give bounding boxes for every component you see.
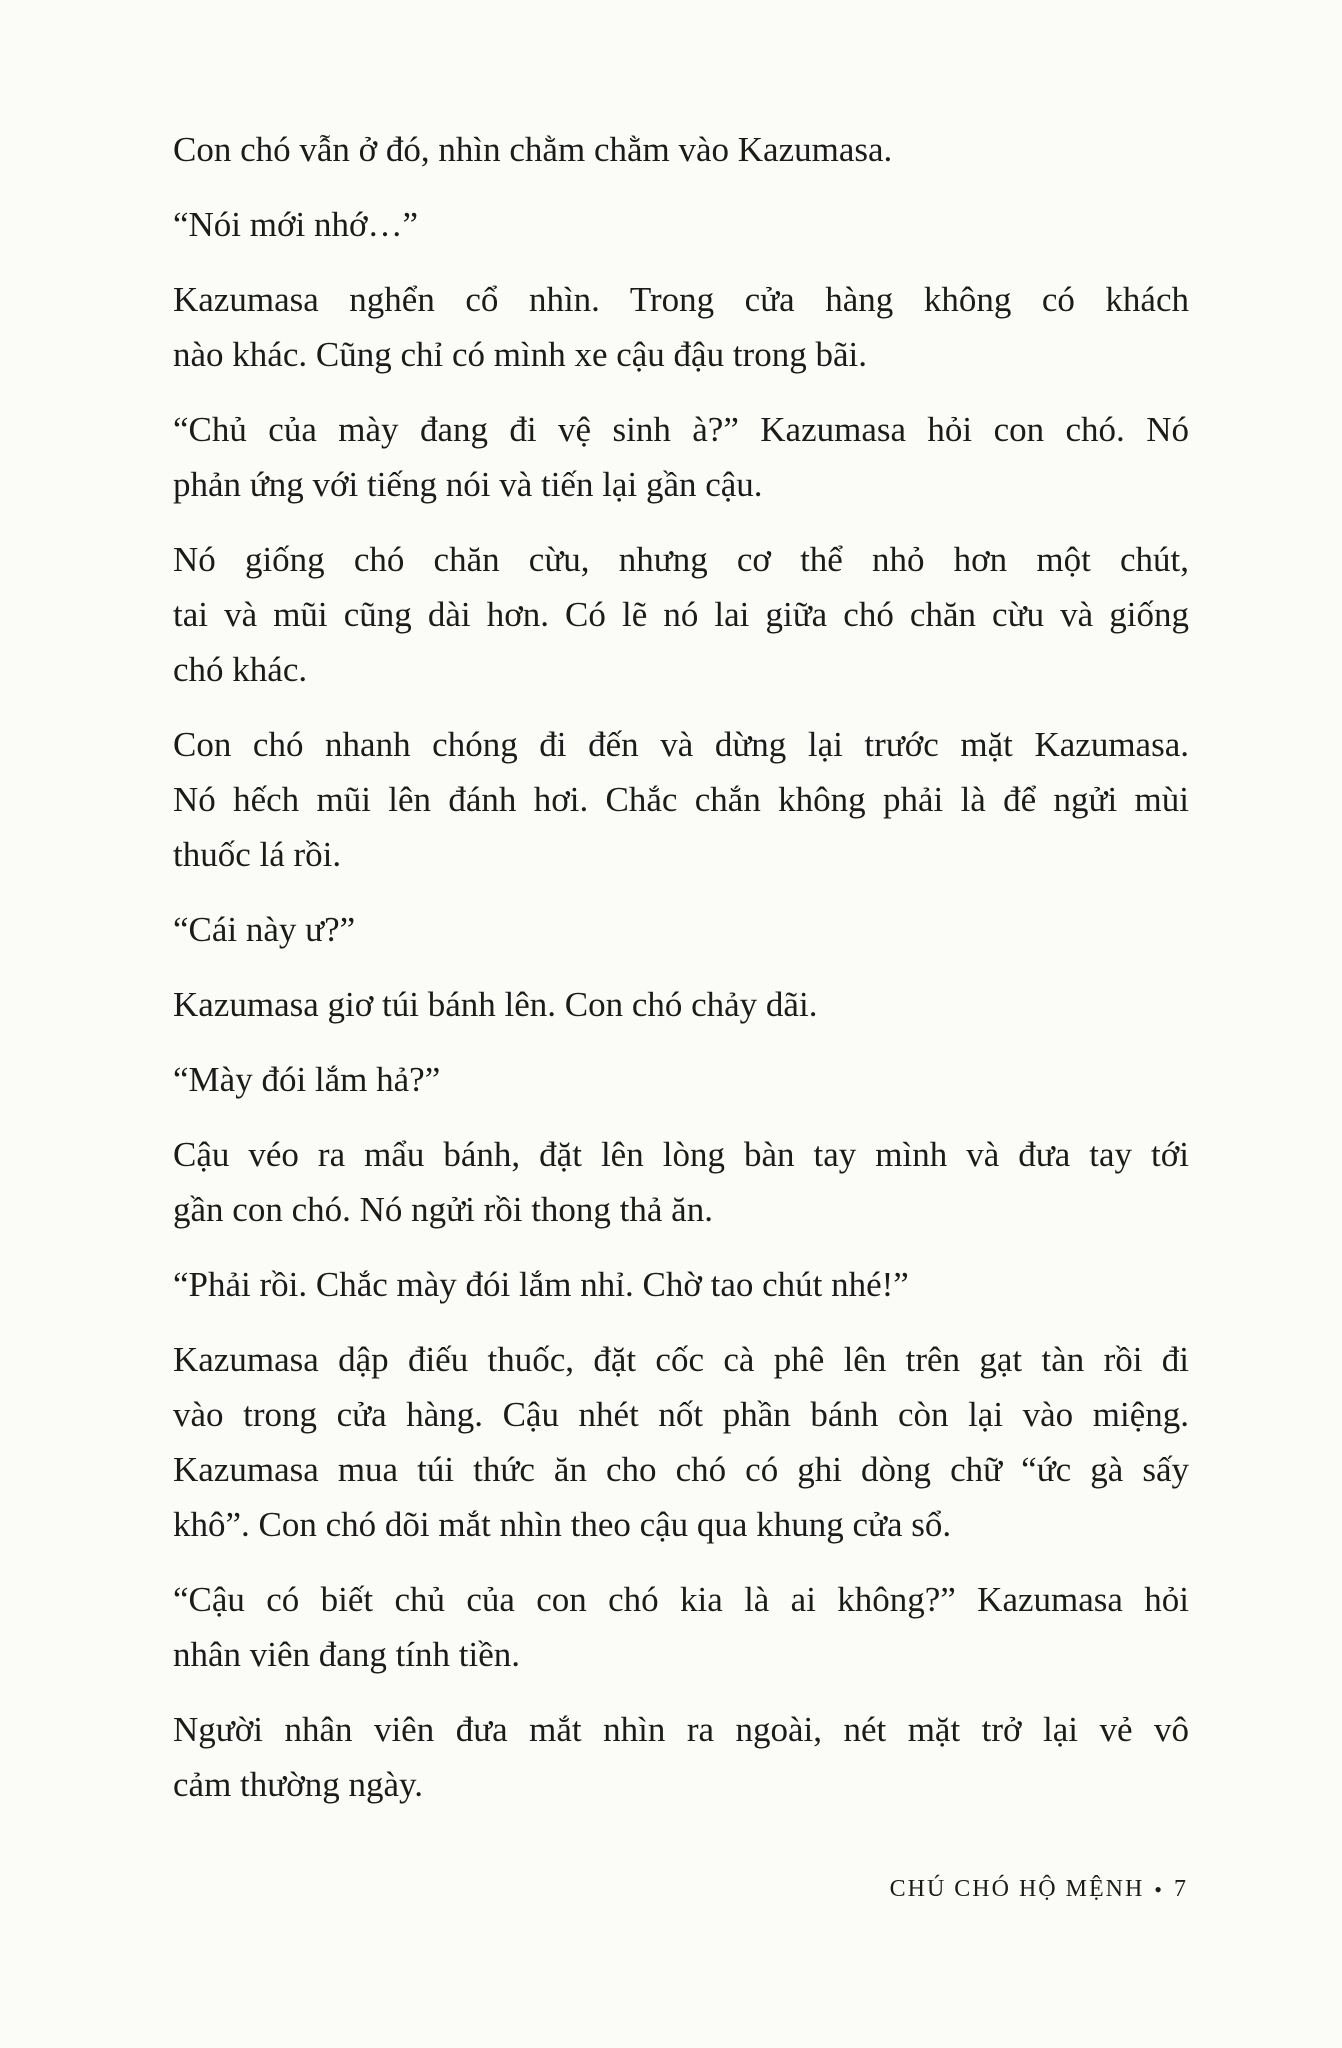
text-line: Kazumasa nghển cổ nhìn. Trong cửa hàng không có khách <box>173 280 1189 319</box>
text-line: gần con chó. Nó ngửi rồi thong thả ăn. <box>173 1190 713 1229</box>
text-line: Kazumasa mua túi thức ăn cho chó có ghi dòng chữ “ức gà sấy <box>173 1450 1189 1489</box>
page-number: 7 <box>1174 1876 1188 1902</box>
paragraph <box>173 532 1189 697</box>
text-line: thuốc lá rồi. <box>173 835 342 874</box>
paragraph <box>173 1257 1189 1312</box>
text-line: phản ứng với tiếng nói và tiến lại gần cậu. <box>173 465 763 504</box>
text-line: Người nhân viên đưa mắt nhìn ra ngoài, nét mặt trở lại vẻ vô <box>173 1710 1189 1749</box>
paragraph <box>173 272 1189 382</box>
text-line: Cậu véo ra mẩu bánh, đặt lên lòng bàn tay mình và đưa tay tới <box>173 1135 1189 1174</box>
text-line: nào khác. Cũng chỉ có mình xe cậu đậu trong bãi. <box>173 335 867 374</box>
page-body <box>173 122 1189 1832</box>
text-line: cảm thường ngày. <box>173 1765 424 1804</box>
text-line: nhân viên đang tính tiền. <box>173 1635 521 1674</box>
text-line: vào trong cửa hàng. Cậu nhét nốt phần bánh còn lại vào miệng. <box>173 1395 1189 1434</box>
text-line: “Cậu có biết chủ của con chó kia là ai không?” Kazumasa hỏi <box>173 1580 1189 1619</box>
text-line: “Nói mới nhớ…” <box>173 205 419 244</box>
text-line: chó khác. <box>173 650 308 689</box>
running-footer <box>890 1876 1188 1903</box>
text-line: “Phải rồi. Chắc mày đói lắm nhỉ. Chờ tao chút nhé!” <box>173 1265 909 1304</box>
text-line: Kazumasa giơ túi bánh lên. Con chó chảy dãi. <box>173 985 818 1024</box>
text-line: khô”. Con chó dõi mắt nhìn theo cậu qua khung cửa sổ. <box>173 1505 952 1544</box>
text-line: tai và mũi cũng dài hơn. Có lẽ nó lai giữa chó chăn cừu và giống <box>173 595 1189 634</box>
paragraph <box>173 977 1189 1032</box>
text-line: Nó giống chó chăn cừu, nhưng cơ thể nhỏ hơn một chút, <box>173 540 1189 579</box>
text-line: “Mày đói lắm hả?” <box>173 1060 441 1099</box>
paragraph <box>173 122 1189 177</box>
footer-separator: • <box>1154 1876 1164 1902</box>
text-line: “Cái này ư?” <box>173 910 356 949</box>
paragraph <box>173 1052 1189 1107</box>
paragraph <box>173 402 1189 512</box>
paragraph <box>173 902 1189 957</box>
text-line: Kazumasa dập điếu thuốc, đặt cốc cà phê lên trên gạt tàn rồi đi <box>173 1340 1189 1379</box>
text-line: “Chủ của mày đang đi vệ sinh à?” Kazumasa hỏi con chó. Nó <box>173 410 1189 449</box>
text-line: Con chó vẫn ở đó, nhìn chằm chằm vào Kazumasa. <box>173 130 893 169</box>
text-line: Nó hếch mũi lên đánh hơi. Chắc chắn không phải là để ngửi mùi <box>173 780 1189 819</box>
paragraph <box>173 1572 1189 1682</box>
paragraph <box>173 1332 1189 1552</box>
footer-book-title: CHÚ CHÓ HỘ MỆNH <box>889 1876 1145 1902</box>
paragraph <box>173 1702 1189 1812</box>
paragraph <box>173 197 1189 252</box>
paragraph <box>173 717 1189 882</box>
text-line: Con chó nhanh chóng đi đến và dừng lại trước mặt Kazumasa. <box>173 725 1189 764</box>
paragraph <box>173 1127 1189 1237</box>
